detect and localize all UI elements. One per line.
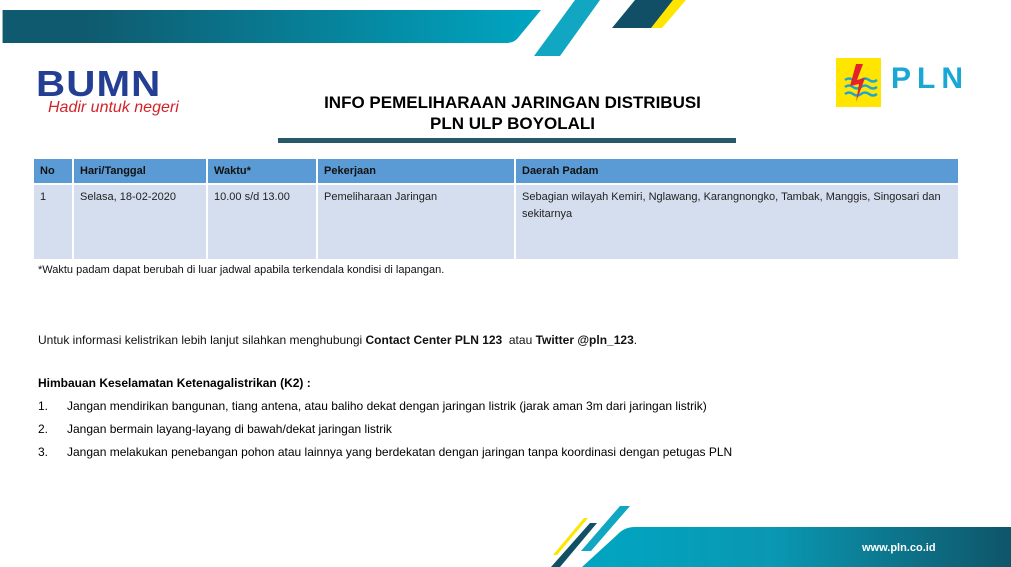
header-waktu: Waktu* <box>208 159 316 185</box>
maintenance-schedule-table <box>32 159 960 259</box>
safety-item-text: Jangan bermain layang-layang di bawah/dekat jaringan listrik <box>67 422 392 436</box>
cell-waktu: 10.00 s/d 13.00 <box>208 185 316 259</box>
pln-lightning-waves-icon <box>836 58 881 107</box>
safety-heading: Himbauan Keselamatan Ketenagalistrikan (K2) : <box>38 376 311 390</box>
safety-item <box>38 422 392 436</box>
header-pekerjaan: Pekerjaan <box>318 159 514 185</box>
cell-daerah: Sebagian wilayah Kemiri, Nglawang, Karangnongko, Tambak, Manggis, Singosari dan sekitarnya <box>516 185 958 259</box>
top-gradient-bar <box>3 10 541 43</box>
contact-info <box>38 333 637 347</box>
bumn-tagline: Hadir untuk negeri <box>48 99 179 116</box>
safety-item-text: Jangan melakukan penebangan pohon atau lainnya yang berdekatan dengan jaringan tanpa koordinasi dengan petugas PLN <box>67 445 733 459</box>
contact-twitter: Twitter @pln_123 <box>535 333 634 347</box>
top-banner-decoration <box>0 0 1011 60</box>
title-line-2: PLN ULP BOYOLALI <box>430 114 595 133</box>
safety-item-number: 3. <box>38 445 49 459</box>
bottom-banner-decoration <box>0 495 1011 567</box>
title-underline <box>278 138 736 143</box>
bottom-gradient-bar <box>582 527 1011 567</box>
header-daerah: Daerah Padam <box>516 159 958 185</box>
contact-middle: atau <box>502 333 536 347</box>
header-tanggal: Hari/Tanggal <box>74 159 206 185</box>
contact-suffix: . <box>633 333 638 347</box>
contact-prefix: Untuk informasi kelistrikan lebih lanjut silahkan menghubungi <box>38 333 366 347</box>
cyan-slash <box>534 0 600 56</box>
title-line-1: INFO PEMELIHARAAN JARINGAN DISTRIBUSI <box>324 93 701 112</box>
safety-item <box>38 399 707 413</box>
cell-no: 1 <box>34 185 72 259</box>
footer-url: www.pln.co.id <box>862 542 936 554</box>
pln-wordmark: PLN <box>891 62 969 95</box>
safety-item <box>38 445 732 459</box>
header-no: No <box>34 159 72 185</box>
safety-item-number: 1. <box>38 399 49 413</box>
contact-center: Contact Center PLN 123 <box>365 333 503 347</box>
cell-pekerjaan: Pemeliharaan Jaringan <box>318 185 514 259</box>
cell-tanggal: Selasa, 18-02-2020 <box>74 185 206 259</box>
table-row <box>34 185 958 259</box>
safety-item-text: Jangan mendirikan bangunan, tiang antena, atau baliho dekat dengan jaringan listrik (jarak aman 3m dari jaringan listrik) <box>67 399 707 413</box>
safety-item-number: 2. <box>38 422 49 436</box>
table-header-row <box>34 159 958 185</box>
bumn-wordmark: BUMN <box>36 63 162 104</box>
schedule-footnote: *Waktu padam dapat berubah di luar jadwal apabila terkendala kondisi di lapangan. <box>38 264 445 276</box>
